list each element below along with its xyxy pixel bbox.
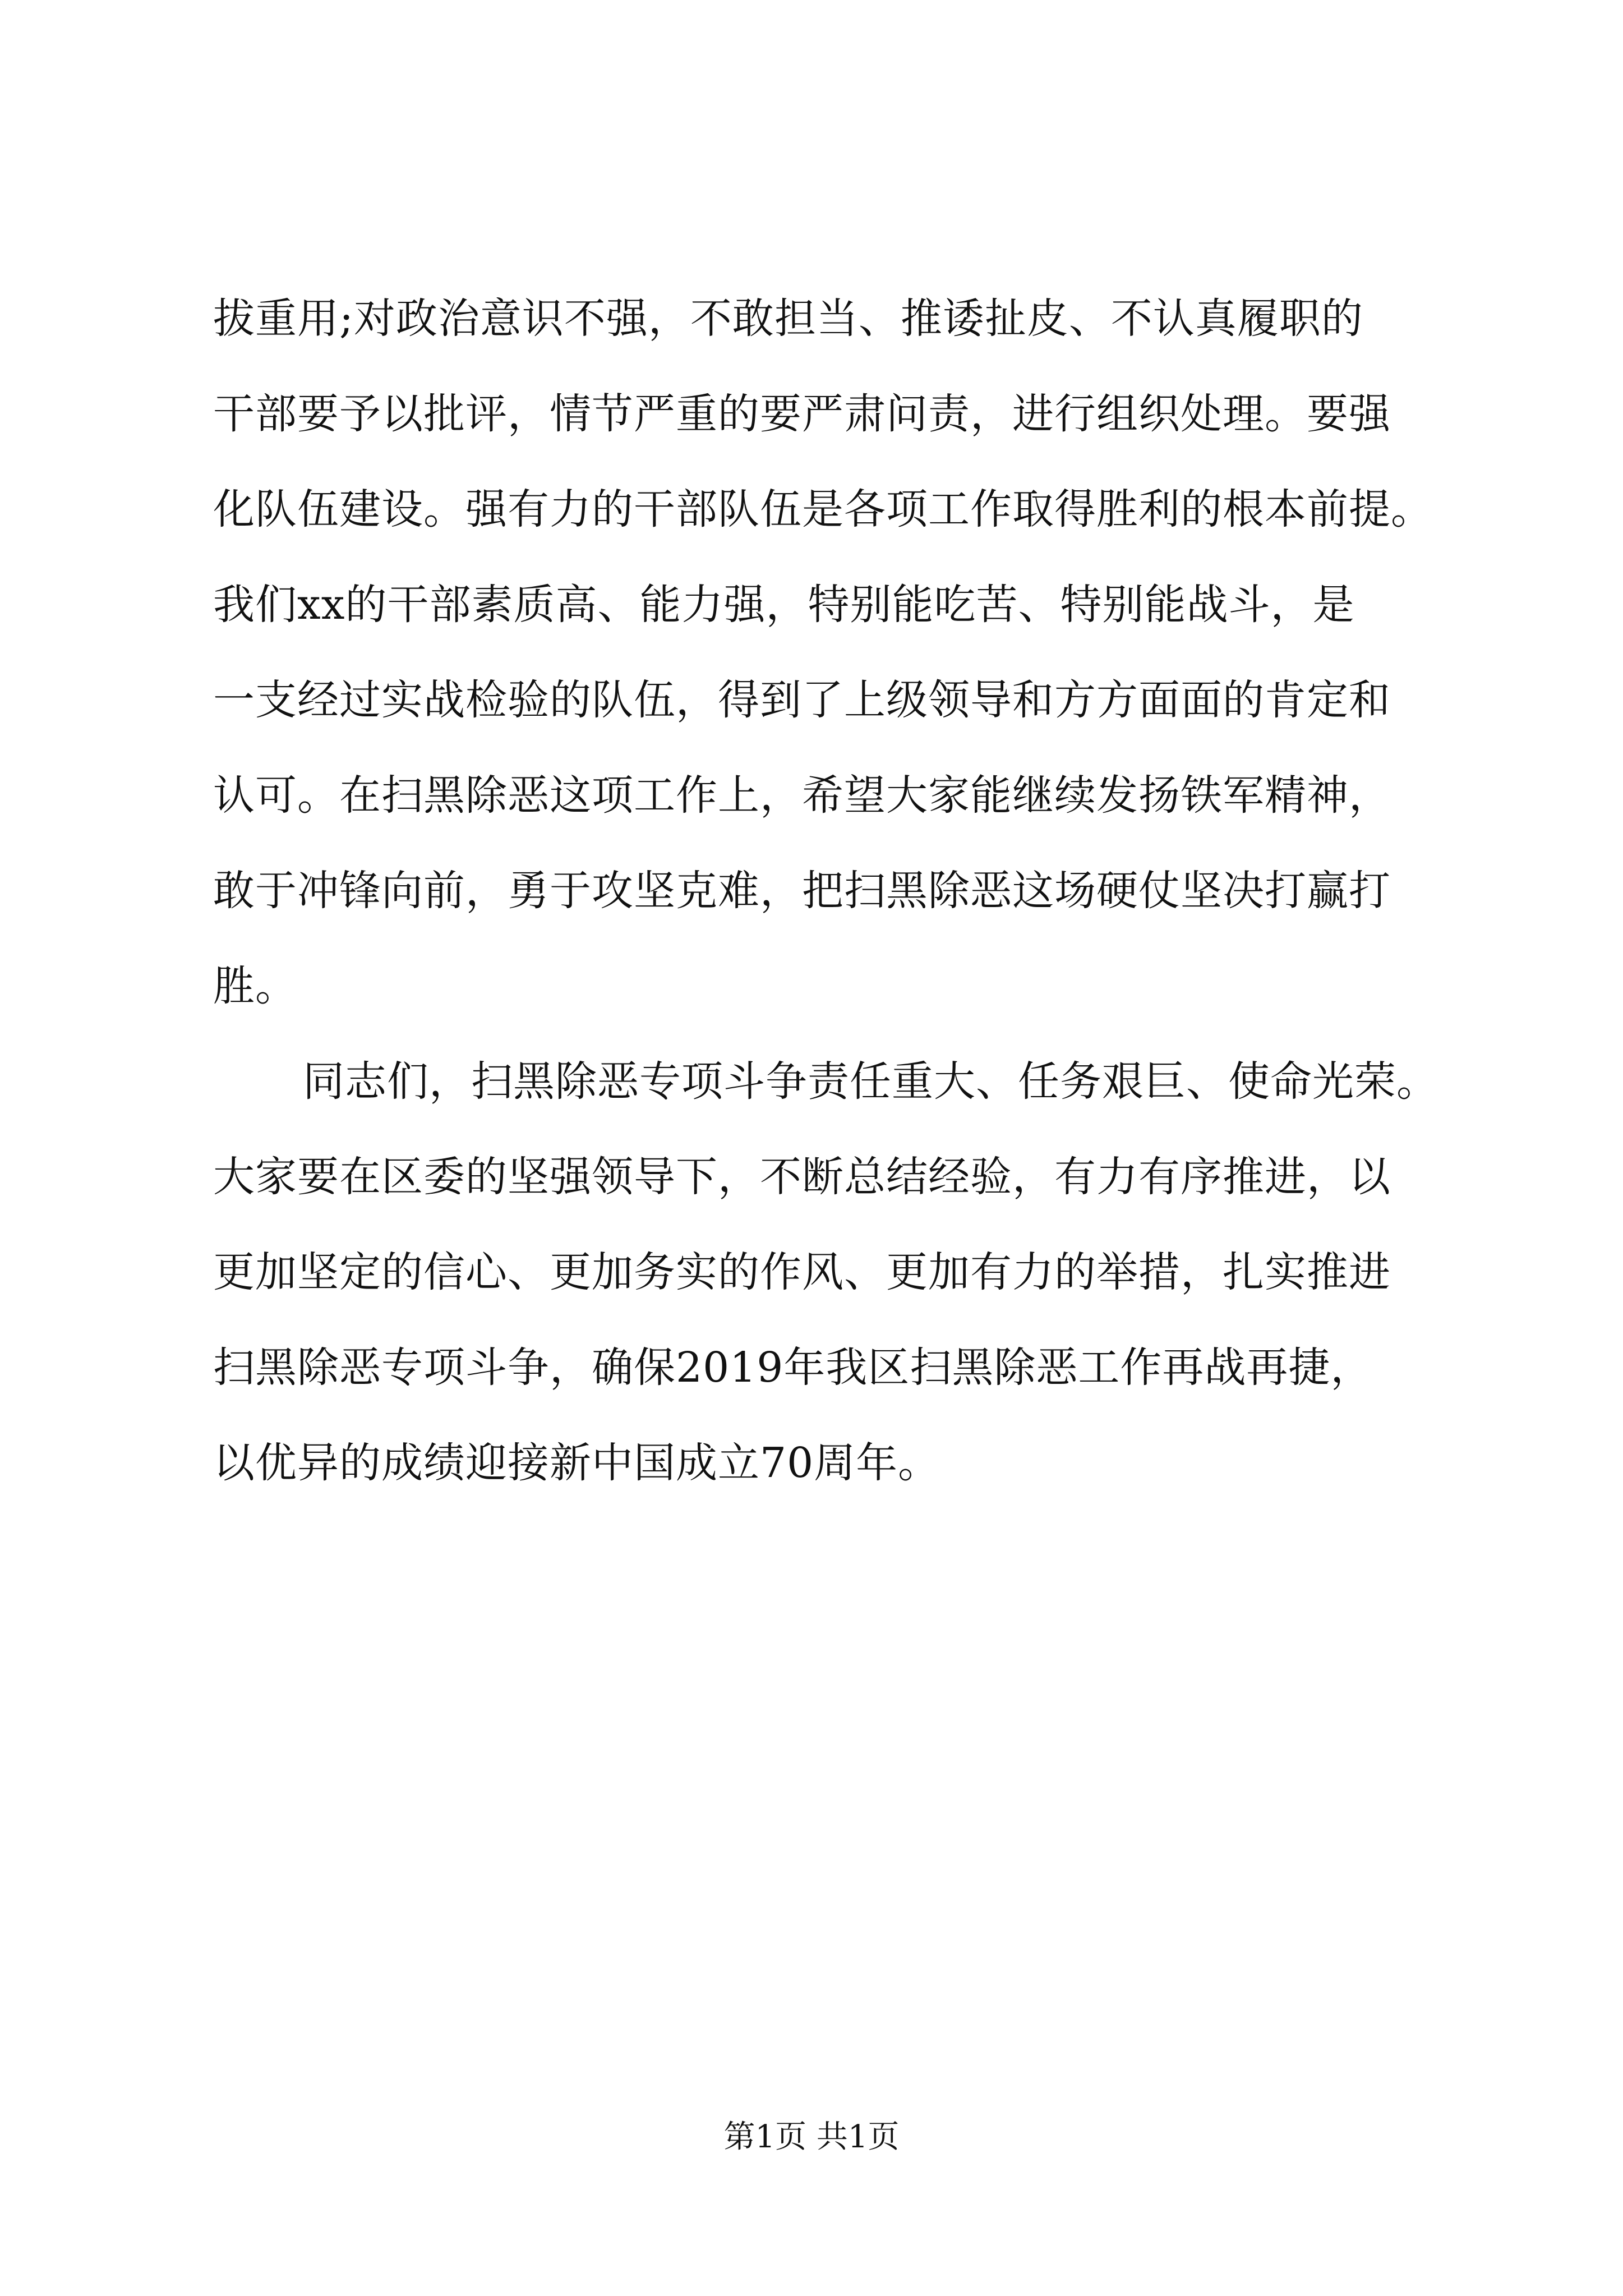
text-line-5: 一支经过实战检验的队伍，得到了上级领导和方方面面的肯定和: [213, 676, 1391, 724]
paragraph-2-line-1: 同志们，扫黑除恶专项斗争责任重大、任务艰巨、使命光荣。: [303, 1057, 1438, 1106]
text-line-4: 我们xx的干部素质高、能力强，特别能吃苦、特别能战斗，是: [213, 581, 1355, 629]
paragraph-2-line-5: 以优异的成绩迎接新中国成立70周年。: [213, 1439, 940, 1487]
text-line-1: 拔重用;对政治意识不强，不敢担当、推诿扯皮、不认真履职的: [213, 295, 1363, 343]
text-line-7: 敢于冲锋向前，勇于攻坚克难，把扫黑除恶这场硬仗坚决打赢打: [213, 867, 1391, 915]
page-footer: 第1页 共1页: [723, 2119, 900, 2155]
text-line-6: 认可。在扫黑除恶这项工作上，希望大家能继续发扬铁军精神，: [213, 771, 1391, 820]
text-line-3: 化队伍建设。强有力的干部队伍是各项工作取得胜利的根本前提。: [213, 485, 1433, 533]
paragraph-2-line-3: 更加坚定的信心、更加务实的作风、更加有力的举措，扎实推进: [213, 1248, 1391, 1296]
text-line-2: 干部要予以批评，情节严重的要严肃问责，进行组织处理。要强: [213, 390, 1391, 438]
paragraph-2-line-2: 大家要在区委的坚强领导下，不断总结经验，有力有序推进，以: [213, 1153, 1391, 1201]
text-line-8: 胜。: [213, 962, 297, 1010]
paragraph-2-line-4: 扫黑除恶专项斗争，确保2019年我区扫黑除恶工作再战再捷，: [213, 1343, 1373, 1392]
